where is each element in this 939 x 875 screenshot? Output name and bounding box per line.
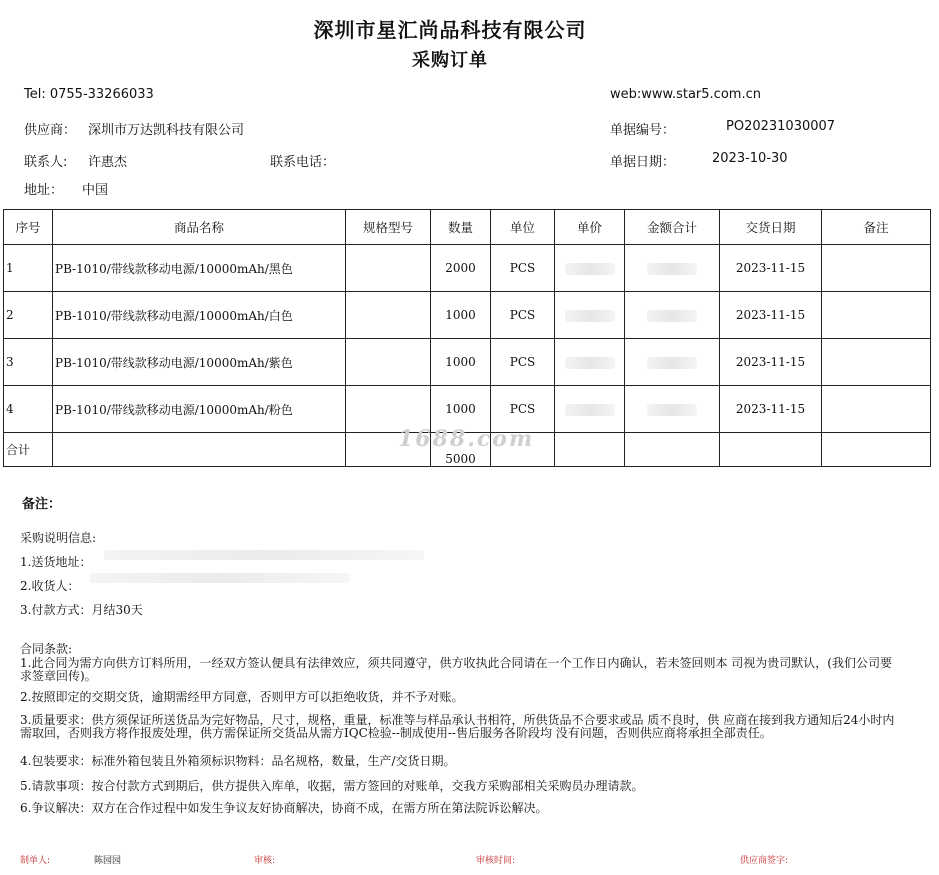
cell-price-redacted bbox=[555, 245, 625, 292]
supplier-signature-label: 供应商签字: bbox=[740, 856, 789, 866]
contract-title: 合同条款: bbox=[20, 642, 73, 656]
supplier-label: 供应商： bbox=[24, 123, 77, 138]
cell-name: PB-1010/带线款移动电源/10000mAh/紫色 bbox=[53, 339, 346, 386]
phone-label: 联系电话： bbox=[270, 155, 336, 170]
cell-no: 3 bbox=[4, 339, 53, 386]
cell-remark bbox=[822, 245, 931, 292]
maker-label: 制单人: bbox=[20, 856, 51, 866]
contact-label: 联系人: bbox=[24, 155, 68, 170]
cell-qty: 1000 bbox=[431, 292, 491, 339]
col-header-spec: 规格型号 bbox=[346, 210, 431, 245]
cell-unit: PCS bbox=[491, 245, 555, 292]
date-value: 2023-10-30 bbox=[712, 151, 788, 166]
col-header-amount: 金额合计 bbox=[625, 210, 720, 245]
table-row bbox=[4, 292, 931, 339]
cell-spec bbox=[346, 245, 431, 292]
contract-clause-6: 6.争议解决：双方在合作过程中如发生争议友好协商解决，协商不成，在需方所在第法院诉讼解决。 bbox=[20, 801, 548, 815]
watermark: 1688.com bbox=[398, 426, 535, 452]
col-header-qty: 数量 bbox=[431, 210, 491, 245]
cell-no: 4 bbox=[4, 386, 53, 433]
cell-unit: PCS bbox=[491, 386, 555, 433]
cell-spec bbox=[346, 339, 431, 386]
date-label: 单据日期： bbox=[610, 155, 676, 170]
web-text: web:www.star5.com.cn bbox=[610, 87, 761, 102]
cell-qty: 2000 bbox=[431, 245, 491, 292]
contact-value: 许惠杰 bbox=[88, 155, 128, 170]
address-value: 中国 bbox=[82, 183, 109, 198]
col-header-price: 单价 bbox=[555, 210, 625, 245]
cell-no: 2 bbox=[4, 292, 53, 339]
cell-price-redacted bbox=[555, 339, 625, 386]
cell-qty: 1000 bbox=[431, 339, 491, 386]
redacted-receiver bbox=[90, 573, 350, 583]
col-header-remark: 备注 bbox=[822, 210, 931, 245]
cell-unit: PCS bbox=[491, 292, 555, 339]
cell-name: PB-1010/带线款移动电源/10000mAh/白色 bbox=[53, 292, 346, 339]
docno-value: PO20231030007 bbox=[726, 119, 836, 134]
total-empty-cell bbox=[720, 433, 822, 467]
company-name: 深圳市星汇尚品科技有限公司 bbox=[313, 18, 587, 42]
table-row bbox=[4, 245, 931, 292]
cell-price-redacted bbox=[555, 386, 625, 433]
redacted-address bbox=[104, 550, 424, 560]
tel-text: Tel: 0755-33266033 bbox=[24, 87, 154, 102]
cell-amount-redacted bbox=[625, 245, 720, 292]
cell-amount-redacted bbox=[625, 386, 720, 433]
payment-line: 3.付款方式：月结30天 bbox=[20, 603, 143, 617]
total-qty: 5000 bbox=[431, 433, 491, 467]
docno-label: 单据编号： bbox=[610, 123, 676, 138]
total-empty-cell bbox=[53, 433, 346, 467]
cell-name: PB-1010/带线款移动电源/10000mAh/黑色 bbox=[53, 245, 346, 292]
delivery-address-line: 1.送货地址： bbox=[20, 555, 92, 569]
purchase-info-title: 采购说明信息: bbox=[20, 531, 97, 545]
cell-amount-redacted bbox=[625, 339, 720, 386]
contract-clause-3: 3.质量要求：供方须保证所送货品为完好物品，尺寸，规格，重量，标准等与样品承认书相符，所供货品不合要求或品 质不良时，供 应商在接到我方通知后24小时内需取回，否则我方将作报废处理，供方需保证所交货品从需方IQC检验--制成使用--售后服务各阶段均 没有问题，否则供应商将承担全部责任。 bbox=[20, 713, 895, 740]
col-header-delivery: 交货日期 bbox=[720, 210, 822, 245]
receiver-line: 2.收货人： bbox=[20, 579, 80, 593]
maker-value: 陈园园 bbox=[94, 856, 122, 866]
cell-no: 1 bbox=[4, 245, 53, 292]
cell-name: PB-1010/带线款移动电源/10000mAh/粉色 bbox=[53, 386, 346, 433]
total-amount-redacted bbox=[625, 433, 720, 467]
review-label: 审核: bbox=[254, 856, 276, 866]
table-header-row bbox=[4, 210, 931, 245]
cell-remark bbox=[822, 339, 931, 386]
col-header-no: 序号 bbox=[4, 210, 53, 245]
cell-qty: 1000 bbox=[431, 386, 491, 433]
total-label: 合计 bbox=[4, 433, 53, 467]
cell-unit: PCS bbox=[491, 339, 555, 386]
cell-price-redacted bbox=[555, 292, 625, 339]
cell-delivery-date: 2023-11-15 bbox=[720, 245, 822, 292]
contract-clause-2: 2.按照即定的交期交货，逾期需经甲方同意，否则甲方可以拒绝收货，并不予对账。 bbox=[20, 690, 464, 704]
review-time-label: 审核时间: bbox=[476, 856, 516, 866]
cell-delivery-date: 2023-11-15 bbox=[720, 292, 822, 339]
cell-remark bbox=[822, 386, 931, 433]
remarks-label: 备注： bbox=[22, 497, 62, 512]
cell-remark bbox=[822, 292, 931, 339]
cell-spec bbox=[346, 292, 431, 339]
table-row bbox=[4, 339, 931, 386]
total-empty-cell bbox=[822, 433, 931, 467]
contract-clause-5: 5.请款事项：按合付款方式到期后，供方提供入库单，收据，需方签回的对账单，交我方采购部相关采购员办理请款。 bbox=[20, 779, 644, 793]
cell-amount-redacted bbox=[625, 292, 720, 339]
col-header-name: 商品名称 bbox=[53, 210, 346, 245]
cell-delivery-date: 2023-11-15 bbox=[720, 339, 822, 386]
document-title: 采购订单 bbox=[412, 50, 488, 71]
supplier-value: 深圳市万达凯科技有限公司 bbox=[88, 123, 245, 138]
contract-clause-1: 1.此合同为需方向供方订料所用，一经双方签认便具有法律效应，须共同遵守，供方收执此合同请在一个工作日内确认，若未签回则本 司视为贵司默认，(我们公司要求签章回传)。 bbox=[20, 656, 892, 683]
total-empty-cell bbox=[555, 433, 625, 467]
address-label: 地址： bbox=[24, 183, 64, 198]
col-header-unit: 单位 bbox=[491, 210, 555, 245]
contract-clause-4: 4.包装要求：标准外箱包装且外箱须标识物料：品名规格，数量，生产/交货日期。 bbox=[20, 754, 456, 768]
cell-delivery-date: 2023-11-15 bbox=[720, 386, 822, 433]
